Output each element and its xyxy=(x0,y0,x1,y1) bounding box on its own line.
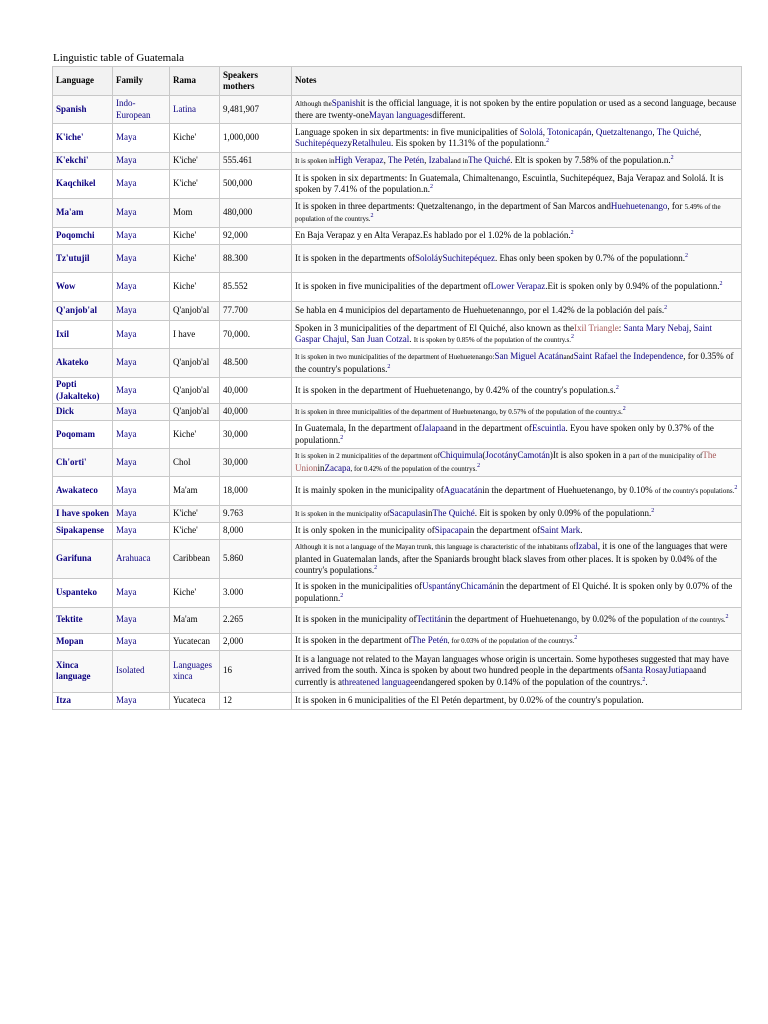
note-text: Spoken in 3 municipalities of the department of El Quiché, also known as the xyxy=(295,322,574,333)
note-text: , xyxy=(591,126,596,137)
speakers-cell: 88.300 xyxy=(220,245,292,273)
note-text: : xyxy=(618,322,624,333)
notes-cell xyxy=(292,228,742,245)
note-link[interactable]: Saint Rafael the Independence xyxy=(573,351,684,361)
note-text: En Baja Verapaz y en Alta Verapaz.Es hablado por el 1.02% de la población. xyxy=(295,230,571,241)
note-text: It is spoken in the municipality of xyxy=(295,613,417,624)
note-text: It is spoken in three departments: Quetzaltenango, in the department of San Marcos and xyxy=(295,200,611,211)
family-cell[interactable]: Maya xyxy=(113,421,170,449)
reference-link[interactable]: 2 xyxy=(370,213,374,219)
reference-link[interactable]: 2 xyxy=(340,434,344,441)
language-cell[interactable]: Ixil xyxy=(53,321,113,349)
table-row xyxy=(53,506,742,523)
speakers-cell: 16 xyxy=(220,650,292,692)
language-cell[interactable]: Mopan xyxy=(53,633,113,650)
language-cell[interactable]: Dick xyxy=(53,404,113,421)
note-link[interactable]: Jocotán xyxy=(485,450,513,460)
table-row xyxy=(53,170,742,199)
speakers-cell: 480,000 xyxy=(220,199,292,228)
note-text: It is spoken by 0.85% of the population of the country.s. xyxy=(413,336,571,344)
speakers-cell: 40,000 xyxy=(220,378,292,404)
family-cell[interactable]: Maya xyxy=(113,607,170,633)
notes-cell xyxy=(292,349,742,378)
note-text: , xyxy=(424,154,429,165)
note-link[interactable]: Sololá xyxy=(519,126,543,137)
reference-link[interactable]: 2 xyxy=(374,565,378,571)
rama-cell: K'iche' xyxy=(170,153,220,170)
note-link[interactable]: Suchitepéquez xyxy=(295,138,348,148)
table-row xyxy=(53,607,742,633)
rama-cell[interactable]: Languages xinca xyxy=(170,650,220,692)
note-text: .Eit is spoken only by 0.94% of the populationn. xyxy=(545,281,720,292)
note-link[interactable]: Retalhuleu xyxy=(351,138,391,148)
notes-cell xyxy=(292,692,742,709)
header-rama: Rama xyxy=(170,67,220,96)
rama-cell: Kiche' xyxy=(170,228,220,245)
family-cell[interactable]: Maya xyxy=(113,349,170,378)
speakers-cell: 2.265 xyxy=(220,607,292,633)
rama-cell: Q'anjob'al xyxy=(170,378,220,404)
note-text: and xyxy=(563,353,574,361)
reference-link[interactable]: 2 xyxy=(570,334,574,340)
table-row xyxy=(53,96,742,124)
table-row xyxy=(53,633,742,650)
note-text: It is spoken in three municipalities of the department of Huehuetenango, by 0.57% of the population of the country.s. xyxy=(295,407,623,416)
note-text: of the country's populations. xyxy=(654,486,735,495)
note-link[interactable]: Jutiapa xyxy=(667,665,694,676)
table-row xyxy=(53,692,742,709)
note-link[interactable]: Huehuetenango xyxy=(610,200,668,211)
note-link[interactable]: High Verapaz xyxy=(334,154,384,165)
notes-cell xyxy=(292,607,742,633)
table-row xyxy=(53,321,742,349)
rama-cell: K'iche' xyxy=(170,170,220,199)
note-link[interactable]: Ixil Triangle xyxy=(573,322,619,333)
note-text: y xyxy=(438,252,443,263)
language-cell[interactable]: Xinca language xyxy=(53,650,113,692)
notes-cell xyxy=(292,506,742,523)
note-text: it is the official language, it is not spoken by the entire population or used as a second language, because there are twenty-one xyxy=(295,97,737,120)
note-link[interactable]: Quetzaltenango xyxy=(595,126,653,137)
note-link[interactable]: Chicamán xyxy=(460,581,497,591)
note-link[interactable]: The Petén xyxy=(387,154,425,165)
note-text: It is spoken in xyxy=(295,156,335,165)
speakers-cell: 12 xyxy=(220,692,292,709)
note-link[interactable]: Camotán xyxy=(517,450,550,460)
note-text: It is mainly spoken in the municipality of xyxy=(295,484,444,495)
note-text: in the department of xyxy=(467,525,540,536)
speakers-cell: 2,000 xyxy=(220,633,292,650)
note-text: part of the municipality of xyxy=(628,452,703,460)
notes-cell xyxy=(292,421,742,449)
note-text: ( xyxy=(482,450,486,460)
rama-cell: Yucateca xyxy=(170,692,220,709)
language-cell[interactable]: Garifuna xyxy=(53,540,113,579)
rama-cell: Q'anjob'al xyxy=(170,302,220,321)
family-cell[interactable]: Maya xyxy=(113,378,170,404)
note-text: It is spoken in two municipalities of the department of Huehuetenango: xyxy=(295,353,495,361)
note-text: in the department of El Quiché. It is spoken only by 0.07% of the populationn. xyxy=(295,581,733,603)
note-text: , for 0.35% of the country's populations. xyxy=(295,351,734,374)
family-cell[interactable]: Maya xyxy=(113,199,170,228)
family-cell[interactable]: Maya xyxy=(113,523,170,540)
speakers-cell: 555.461 xyxy=(220,153,292,170)
note-link[interactable]: Lower Verapaz xyxy=(490,281,546,292)
notes-cell xyxy=(292,477,742,506)
note-link[interactable]: Aguacatán xyxy=(443,484,483,495)
notes-cell xyxy=(292,302,742,321)
note-text: in xyxy=(317,462,325,473)
note-link[interactable]: Spanish xyxy=(331,97,361,108)
family-cell[interactable]: Maya xyxy=(113,506,170,523)
rama-cell: I have xyxy=(170,321,220,349)
language-cell[interactable]: Ma'am xyxy=(53,199,113,228)
note-text: It is spoken in six departments: In Guatemala, Chimaltenango, Escuintla, Suchitepéquez, Baja Verapaz and Sololá. It is spoken by 7.41% of the population.n. xyxy=(295,172,724,194)
note-text: It is spoken in 2 municipalities of the department of xyxy=(295,452,440,460)
note-text: y xyxy=(512,450,518,460)
family-cell[interactable]: Maya xyxy=(113,692,170,709)
note-text: Language spoken in six departments: in five municipalities of xyxy=(295,126,520,137)
table-row xyxy=(53,378,742,404)
reference-link[interactable]: 2 xyxy=(477,462,481,469)
note-text: in xyxy=(425,507,433,518)
note-text: y xyxy=(347,138,352,148)
family-cell[interactable]: Indo-European xyxy=(113,96,170,124)
speakers-cell: 48.500 xyxy=(220,349,292,378)
note-text: , xyxy=(652,126,657,137)
note-text: and currently is a xyxy=(295,665,707,687)
rama-cell: Ma'am xyxy=(170,607,220,633)
family-cell[interactable]: Maya xyxy=(113,228,170,245)
note-link[interactable]: Izabal xyxy=(428,154,451,165)
note-text: , for 0.42% of the population of the countrys. xyxy=(350,464,478,473)
language-cell[interactable]: Poqomchi xyxy=(53,228,113,245)
note-text: , xyxy=(698,126,702,137)
rama-cell: K'iche' xyxy=(170,523,220,540)
speakers-cell: 18,000 xyxy=(220,477,292,506)
note-text: , for xyxy=(667,200,685,211)
note-text: In Guatemala, In the department of xyxy=(295,423,422,433)
note-link[interactable]: The Quiché xyxy=(656,126,699,137)
speakers-cell: 500,000 xyxy=(220,170,292,199)
note-text: It is spoken in the department of xyxy=(295,635,412,646)
notes-cell xyxy=(292,578,742,607)
note-text: different. xyxy=(432,110,466,120)
table-row xyxy=(53,228,742,245)
speakers-cell: 9.763 xyxy=(220,506,292,523)
language-cell[interactable]: I have spoken xyxy=(53,506,113,523)
family-cell[interactable]: Maya xyxy=(113,449,170,477)
note-text: . xyxy=(409,334,414,344)
note-link[interactable]: San Miguel Acatán xyxy=(494,351,564,361)
speakers-cell: 92,000 xyxy=(220,228,292,245)
note-link[interactable]: Suchitepéquez xyxy=(442,252,495,263)
reference-link[interactable]: 2 xyxy=(574,635,578,642)
language-cell[interactable]: Akateko xyxy=(53,349,113,378)
reference-link[interactable]: 2 xyxy=(546,138,550,144)
notes-cell xyxy=(292,378,742,404)
language-cell[interactable]: Uspanteko xyxy=(53,578,113,607)
note-link[interactable]: Saint Mark xyxy=(539,525,581,536)
notes-cell xyxy=(292,404,742,421)
reference-link[interactable]: 2 xyxy=(642,676,646,683)
note-text: . Ehas only been spoken by 0.7% of the populationn. xyxy=(494,252,685,263)
notes-cell xyxy=(292,449,742,477)
language-cell[interactable]: Tektite xyxy=(53,607,113,633)
note-text: endangered spoken by 0.14% of the population of the countrys. xyxy=(414,676,643,687)
reference-link[interactable]: 2 xyxy=(615,384,619,391)
rama-cell: Yucatecan xyxy=(170,633,220,650)
notes-cell xyxy=(292,540,742,579)
rama-cell: Ma'am xyxy=(170,477,220,506)
note-link[interactable]: Santa Mary Nebaj xyxy=(623,322,689,333)
table-row xyxy=(53,523,742,540)
speakers-cell: 30,000 xyxy=(220,449,292,477)
table-row xyxy=(53,153,742,170)
family-cell[interactable]: Maya xyxy=(113,477,170,506)
reference-link[interactable]: 2 xyxy=(734,484,738,491)
notes-cell xyxy=(292,633,742,650)
language-cell[interactable]: Sipakapense xyxy=(53,523,113,540)
language-cell[interactable]: K'iche' xyxy=(53,124,113,153)
speakers-cell: 5.860 xyxy=(220,540,292,579)
rama-cell: Q'anjob'al xyxy=(170,404,220,421)
note-link[interactable]: The Quiché xyxy=(432,507,475,518)
language-cell[interactable]: Awakateco xyxy=(53,477,113,506)
family-cell[interactable]: Maya xyxy=(113,170,170,199)
note-text: Although it is not a language of the Mayan trunk, this language is characteristic of the inhabitants of xyxy=(295,543,576,551)
rama-cell: Kiche' xyxy=(170,578,220,607)
speakers-cell: 8,000 xyxy=(220,523,292,540)
notes-cell xyxy=(292,170,742,199)
reference-link[interactable]: 2 xyxy=(725,613,729,620)
language-cell[interactable]: Wow xyxy=(53,273,113,302)
notes-cell xyxy=(292,245,742,273)
family-cell[interactable]: Maya xyxy=(113,124,170,153)
note-text: , xyxy=(542,126,548,137)
linguistic-table xyxy=(52,66,742,710)
table-row xyxy=(53,349,742,378)
reference-link[interactable]: 2 xyxy=(684,252,688,259)
note-link[interactable]: The Petén xyxy=(411,635,448,646)
speakers-cell: 85.552 xyxy=(220,273,292,302)
rama-cell: Kiche' xyxy=(170,124,220,153)
table-row xyxy=(53,650,742,692)
reference-link[interactable]: 2 xyxy=(719,281,723,288)
table-row xyxy=(53,578,742,607)
note-text: in the department of Huehuetenango, by 0.02% of the population xyxy=(445,613,682,624)
notes-cell xyxy=(292,124,742,153)
speakers-cell: 1,000,000 xyxy=(220,124,292,153)
language-cell[interactable]: Kaqchikel xyxy=(53,170,113,199)
notes-cell xyxy=(292,321,742,349)
note-text: . xyxy=(580,525,583,536)
speakers-cell: 77.700 xyxy=(220,302,292,321)
note-link[interactable]: Zacapa xyxy=(324,462,351,473)
rama-cell: Kiche' xyxy=(170,245,220,273)
note-text: It is spoken in the municipality of xyxy=(295,509,390,518)
rama-cell: Chol xyxy=(170,449,220,477)
table-header-row xyxy=(53,67,742,96)
note-text: , for 0.03% of the population of the countrys. xyxy=(447,637,575,646)
note-text: )It is also spoken in a xyxy=(549,450,629,460)
note-text: It is spoken in five municipalities of the department of xyxy=(295,281,491,292)
family-cell[interactable]: Maya xyxy=(113,245,170,273)
table-row xyxy=(53,421,742,449)
note-text: It is spoken in the municipalities of xyxy=(295,581,422,591)
family-cell[interactable]: Maya xyxy=(113,302,170,321)
notes-cell xyxy=(292,153,742,170)
notes-cell xyxy=(292,199,742,228)
note-text: . Eit is spoken by only 0.09% of the populationn. xyxy=(474,507,652,518)
note-link[interactable]: The Union xyxy=(295,450,717,473)
table-body xyxy=(53,96,742,710)
table-caption: Linguistic table of Guatemala xyxy=(53,52,185,64)
note-link[interactable]: Santa Rosa xyxy=(622,665,664,676)
header-family: Family xyxy=(113,67,170,96)
language-cell[interactable]: Itza xyxy=(53,692,113,709)
speakers-cell: 40,000 xyxy=(220,404,292,421)
reference-link[interactable]: 2 xyxy=(622,405,626,412)
reference-link[interactable]: 2 xyxy=(651,507,655,514)
note-link[interactable]: Jalapa xyxy=(421,423,444,433)
note-link[interactable]: San Juan Cotzal xyxy=(351,334,410,344)
note-text: y xyxy=(663,665,668,676)
note-text: . Elt is spoken by 7.58% of the population.n. xyxy=(510,154,671,165)
language-cell[interactable]: Spanish xyxy=(53,96,113,124)
note-text: Se habla en 4 municipios del departamento de Huehuetenanngo, por el 1.42% de la población del país. xyxy=(295,305,665,316)
note-text: It is a language not related to the Mayan languages whose origin is uncertain. Some hypotheses suggested that may have arrived from the south. Xinca is spoken by about two hundred people in the departments of xyxy=(295,653,729,676)
language-cell[interactable]: Q'anjob'al xyxy=(53,302,113,321)
header-language: Language xyxy=(53,67,113,96)
note-link[interactable]: Saint Gaspar Chajul xyxy=(295,322,712,344)
note-text: and in the department of xyxy=(443,423,532,433)
reference-link[interactable]: 2 xyxy=(429,184,433,190)
language-cell[interactable]: Poqomam xyxy=(53,421,113,449)
note-link[interactable]: Izabal xyxy=(575,541,598,551)
rama-cell[interactable]: Latina xyxy=(170,96,220,124)
note-text: It is spoken in the department of Huehuetenango, by 0.42% of the country's population.s. xyxy=(295,384,616,395)
family-cell[interactable]: Maya xyxy=(113,321,170,349)
rama-cell: Q'anjob'al xyxy=(170,349,220,378)
header-speakers: Speakers mothers xyxy=(220,67,292,96)
speakers-cell: 9,481,907 xyxy=(220,96,292,124)
speakers-cell: 70,000. xyxy=(220,321,292,349)
language-cell[interactable]: Popti (Jakalteko) xyxy=(53,378,113,404)
rama-cell: Caribbean xyxy=(170,540,220,579)
note-link[interactable]: Mayan languages xyxy=(368,110,433,120)
family-cell[interactable]: Maya xyxy=(113,273,170,302)
note-text: , xyxy=(383,154,388,165)
reference-link[interactable]: 2 xyxy=(570,230,574,237)
table-row xyxy=(53,477,742,506)
table-row xyxy=(53,124,742,153)
note-text: It is spoken in the departments of xyxy=(295,252,415,263)
note-text: It is only spoken in the municipality of xyxy=(295,525,435,536)
rama-cell: Kiche' xyxy=(170,421,220,449)
note-link[interactable]: Chiquimula xyxy=(439,450,483,460)
reference-link[interactable]: 2 xyxy=(670,154,674,161)
note-link[interactable]: Escuintla xyxy=(531,423,566,433)
reference-link[interactable]: 2 xyxy=(664,305,668,312)
table-row xyxy=(53,302,742,321)
family-cell[interactable]: Maya xyxy=(113,578,170,607)
rama-cell: K'iche' xyxy=(170,506,220,523)
table-row xyxy=(53,273,742,302)
family-cell[interactable]: Isolated xyxy=(113,650,170,692)
note-text: . xyxy=(645,676,648,687)
family-cell[interactable]: Arahuaca xyxy=(113,540,170,579)
note-link[interactable]: Sololá xyxy=(414,252,438,263)
notes-cell xyxy=(292,96,742,124)
note-text: , it is one of the languages that were planted in Guatemalan lands, after the Spaniards brought black slaves from other places. It is spoken by 0.04% of the country's populations. xyxy=(295,541,728,575)
rama-cell: Kiche' xyxy=(170,273,220,302)
family-cell[interactable]: Maya xyxy=(113,153,170,170)
note-text: . Eis spoken by 11.31% of the populationn. xyxy=(390,138,547,148)
note-text: It is spoken in 6 municipalities of the El Petén department, by 0.02% of the country's population. xyxy=(295,694,644,705)
note-text: , xyxy=(688,322,694,333)
notes-cell xyxy=(292,273,742,302)
reference-link[interactable]: 2 xyxy=(387,363,391,370)
language-cell[interactable]: K'ekchi' xyxy=(53,153,113,170)
note-text: and in xyxy=(450,156,468,165)
note-text: . Eyou have spoken only by 0.37% of the populationn. xyxy=(295,423,714,445)
note-link[interactable]: Sacapulas xyxy=(389,507,426,518)
family-cell[interactable]: Maya xyxy=(113,633,170,650)
rama-cell: Mom xyxy=(170,199,220,228)
note-text: in the department of Huehuetenango, by 0.10% xyxy=(482,484,655,495)
note-text: of the countrys. xyxy=(681,615,726,624)
table-row xyxy=(53,404,742,421)
note-text: Although the xyxy=(295,99,332,108)
table-row xyxy=(53,245,742,273)
note-link[interactable]: Totonicapán xyxy=(547,126,592,137)
note-link[interactable]: threatened language xyxy=(341,676,415,687)
note-link[interactable]: Sipacapa xyxy=(434,525,468,536)
notes-cell xyxy=(292,523,742,540)
speakers-cell: 3.000 xyxy=(220,578,292,607)
language-cell[interactable]: Tz'utujil xyxy=(53,245,113,273)
note-text: , xyxy=(346,334,352,344)
note-link[interactable]: Tectitán xyxy=(416,613,446,624)
notes-cell xyxy=(292,650,742,692)
family-cell[interactable]: Maya xyxy=(113,404,170,421)
header-notes: Notes xyxy=(292,67,742,96)
table-row xyxy=(53,199,742,228)
table-row xyxy=(53,540,742,579)
speakers-cell: 30,000 xyxy=(220,421,292,449)
language-cell[interactable]: Ch'orti' xyxy=(53,449,113,477)
note-text: 5.49% of the population of the countrys. xyxy=(295,202,721,223)
note-link[interactable]: The Quiché xyxy=(467,154,511,165)
note-text: y xyxy=(455,581,461,591)
reference-link[interactable]: 2 xyxy=(340,592,344,599)
table-row xyxy=(53,449,742,477)
note-link[interactable]: Uspantán xyxy=(421,581,456,591)
